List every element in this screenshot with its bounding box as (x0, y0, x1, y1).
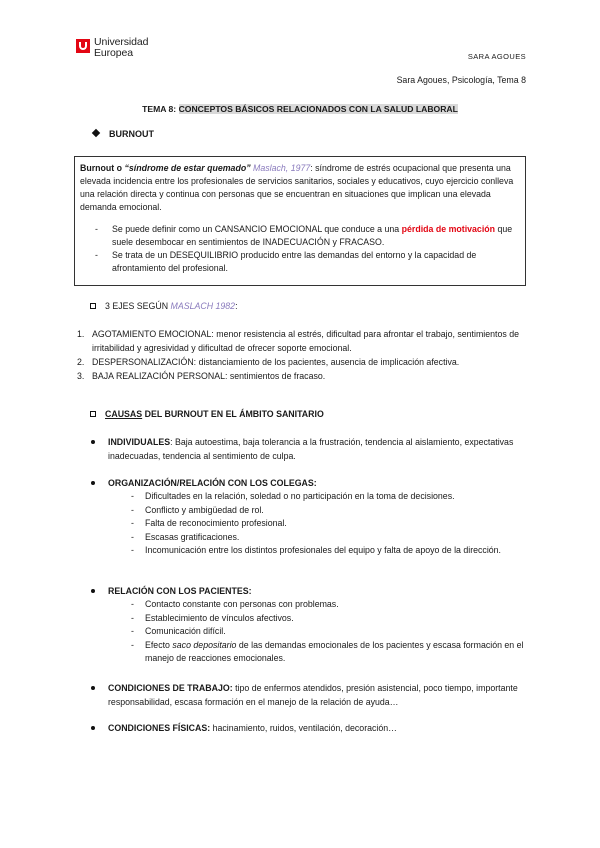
section-organizacion (91, 476, 531, 558)
pacientes-last-b: de las demandas emocionales de los pacientes y escasa formación en el manejo de reacciones emocionales. (145, 639, 524, 664)
causas-heading (90, 409, 324, 419)
checkbox-bullet-icon (90, 411, 96, 417)
organizacion-label: ORGANIZACIÓN/RELACIÓN CON LOS COLEGAS: (108, 478, 317, 488)
definition-bullets (80, 223, 520, 275)
header-name: SARA AGOUES (467, 52, 526, 61)
ejes-item-text: DESPERSONALIZACIÓN: distanciamiento de los pacientes, ausencia de implicación afectiva. (92, 357, 460, 367)
definition-citation: Maslach, 1977 (253, 163, 311, 173)
ejes-item-text: BAJA REALIZACIÓN PERSONAL: sentimientos de fracaso. (92, 371, 326, 381)
causas-heading-text: DEL BURNOUT EN EL ÁMBITO SANITARIO (142, 409, 324, 419)
pacientes-list (91, 598, 531, 666)
trabajo-label: CONDICIONES DE TRABAJO: (108, 683, 233, 693)
causas-heading-underlined: CAUSAS (105, 409, 143, 419)
definition-quote: “síndrome de estar quemado” (124, 163, 251, 173)
section-fisicas (91, 721, 531, 735)
ejes-item-1 (77, 327, 537, 355)
list-item: - Conflicto y ambigüedad de rol. (91, 504, 531, 518)
ejes-heading-colon: : (235, 301, 238, 311)
university-logo-text (94, 37, 148, 59)
ejes-citation: MASLACH 1982 (170, 301, 236, 311)
pacientes-last-a: Efecto (145, 639, 173, 650)
title-prefix: TEMA 8: (142, 104, 179, 114)
ejes-item-3 (77, 369, 537, 383)
definition-colon: : (310, 163, 316, 173)
fisicas-text: hacinamiento, ruidos, ventilación, decoración… (210, 723, 397, 733)
definition-text: síndrome de estrés ocupacional que presenta una elevada incidencia entre los profesionales de servicios sanitarios, sociales y educativos, cuyo ejercicio conlleva una relación directa y continua con personas que se encuentran en situaciones que implican una elevada demanda emocional. (80, 163, 514, 212)
ejes-list (77, 327, 537, 383)
ejes-heading (90, 301, 238, 311)
ejes-item-number: 3. (77, 371, 85, 381)
logo-line-2: Europea (94, 47, 133, 59)
ejes-item-2 (77, 355, 537, 369)
burnout-heading (93, 129, 154, 139)
fisicas-item (91, 721, 531, 735)
list-item: - Dificultades en la relación, soledad o no participación en la toma de decisiones. (91, 490, 531, 504)
checkbox-bullet-icon (90, 303, 96, 309)
section-trabajo (91, 681, 531, 709)
pacientes-label: RELACIÓN CON LOS PACIENTES: (108, 586, 252, 596)
ejes-heading-text: 3 EJES SEGÚN (105, 301, 171, 311)
list-item: - Escasas gratificaciones. (91, 531, 531, 545)
title-text: CONCEPTOS BÁSICOS RELACIONADOS CON LA SALUD LABORAL (178, 104, 458, 114)
organizacion-heading (91, 476, 531, 490)
list-item: - Falta de reconocimiento profesional. (91, 517, 531, 531)
list-item (91, 639, 531, 666)
trabajo-text: tipo de enfermos atendidos, presión asistencial, poco tiempo, importante responsabilidad, escasa formación en el manejo de la relación de ayuda… (108, 683, 518, 707)
list-item: - Contacto constante con personas con problemas. (91, 598, 531, 612)
author-line: Sara Agoues, Psicología, Tema 8 (396, 75, 526, 85)
trabajo-item (91, 681, 531, 709)
definition-paragraph (80, 162, 520, 214)
bullet1-part-a: Se puede definir como un CANSANCIO EMOCIONAL que conduce a una (112, 224, 402, 234)
list-item: - Establecimiento de vínculos afectivos. (91, 612, 531, 626)
definition-box (74, 156, 526, 286)
ejes-item-text: AGOTAMIENTO EMOCIONAL: menor resistencia al estrés, dificultad para afrontar el trabajo, sentimientos de irritabilidad y agresividad y dificultad de ofrecer soporte emocional. (92, 329, 519, 353)
pacientes-last-italic: saco depositario (172, 639, 237, 650)
definition-term: Burnout o (80, 163, 125, 173)
section-individuales (91, 435, 531, 463)
ejes-item-number: 1. (77, 329, 85, 339)
university-logo (76, 37, 148, 59)
university-logo-icon (76, 39, 90, 53)
ejes-item-number: 2. (77, 357, 85, 367)
definition-bullet-2: - Se trata de un DESEQUILIBRIO producido entre las demandas del entorno y la capacidad de afrontamiento del profesional. (80, 249, 520, 275)
definition-bullet-1 (80, 223, 520, 249)
burnout-heading-text: BURNOUT (109, 129, 154, 139)
individuales-text: : Baja autoestima, baja tolerancia a la frustración, tendencia al aislamiento, expectativas inadecuadas, tendencia al sentimiento de culpa. (108, 437, 514, 461)
section-pacientes (91, 584, 531, 666)
logo-line-1: Universidad (94, 36, 149, 48)
list-item: - Comunicación difícil. (91, 625, 531, 639)
bullet1-part-b: que suele desembocar en sentimientos de INADECUACIÓN y FRACASO. (112, 224, 513, 247)
page-title (0, 104, 600, 114)
organizacion-list (91, 490, 531, 558)
individuales-item (91, 435, 531, 463)
bullet1-highlight: pérdida de motivación (401, 224, 496, 234)
individuales-label: INDIVIDUALES (108, 437, 171, 447)
pacientes-heading (91, 584, 531, 598)
fisicas-label: CONDICIONES FÍSICAS: (108, 723, 211, 733)
diamond-bullet-icon (92, 129, 100, 137)
list-item: - Incomunicación entre los distintos profesionales del equipo y falta de apoyo de la dirección. (91, 544, 531, 558)
